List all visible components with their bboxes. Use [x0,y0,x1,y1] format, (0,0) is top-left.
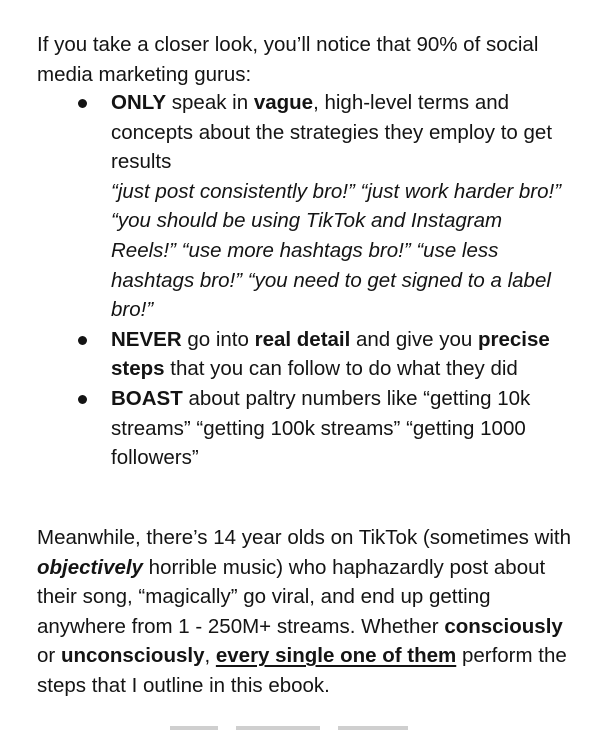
bold-emphasis: consciously [444,614,563,638]
text-run: that you can follow to do what they did [164,357,518,381]
text-run: go into [181,327,255,351]
bullet-text [111,384,570,473]
list-item-never [0,325,590,384]
text-run: about paltry numbers like “getting 10k streams” “getting 100k streams” “getting 1000 followers” [111,386,531,470]
text-run: or [37,644,61,668]
guru-traits-list [0,88,590,473]
text-run: speak in [166,91,254,114]
cut-off-next-line [0,722,590,730]
list-item-only [0,88,590,325]
bold-phrase: real detail [254,327,351,351]
outro-paragraph [37,523,572,701]
bold-keyword: BOAST [111,386,183,410]
text-run: , high-level terms and concepts about the strategies they employ to get results [111,91,553,174]
underlined-emphasis: every single one of them [215,644,457,668]
text-run: horrible music) who haphazardly post about their song, “magically” go viral, and end up getting anywhere from 1 - 250M+ streams. Whether [37,555,546,638]
text-run: Meanwhile, there’s 14 year olds on TikTok (sometimes with [37,526,571,549]
list-item-boast [0,384,590,473]
bold-emphasis: unconsciously [60,644,205,668]
cut-off-glyph-fragment [338,726,408,730]
cut-off-glyph-fragment [170,726,218,730]
bold-keyword: NEVER [111,327,182,351]
bold-keyword: ONLY [111,91,167,114]
bold-italic-emphasis: objectively [37,555,143,579]
text-run: perform the steps that I outline in this ebook. [37,644,567,697]
intro-paragraph [37,30,572,89]
example-quotes: “just post consistently bro!” “just work harder bro!” “you should be using TikTok and Instagram Reels!” “use more hashtags bro!” “use less hashtags bro!” “you need to get signed to a label bro!” [111,179,562,322]
cut-off-glyph-fragment [236,726,320,730]
bullet-dot [78,336,87,345]
bullet-dot [78,99,87,108]
bullet-text [111,88,570,177]
bold-keyword: vague [253,91,314,114]
intro-text: If you take a closer look, you’ll notice that 90% of social media marketing gurus: [37,33,539,86]
text-run: and give you [350,327,478,351]
bullet-text [111,325,570,384]
bullet-dot [78,395,87,404]
bold-phrase: precise steps [111,327,550,381]
text-run: , [204,644,216,668]
